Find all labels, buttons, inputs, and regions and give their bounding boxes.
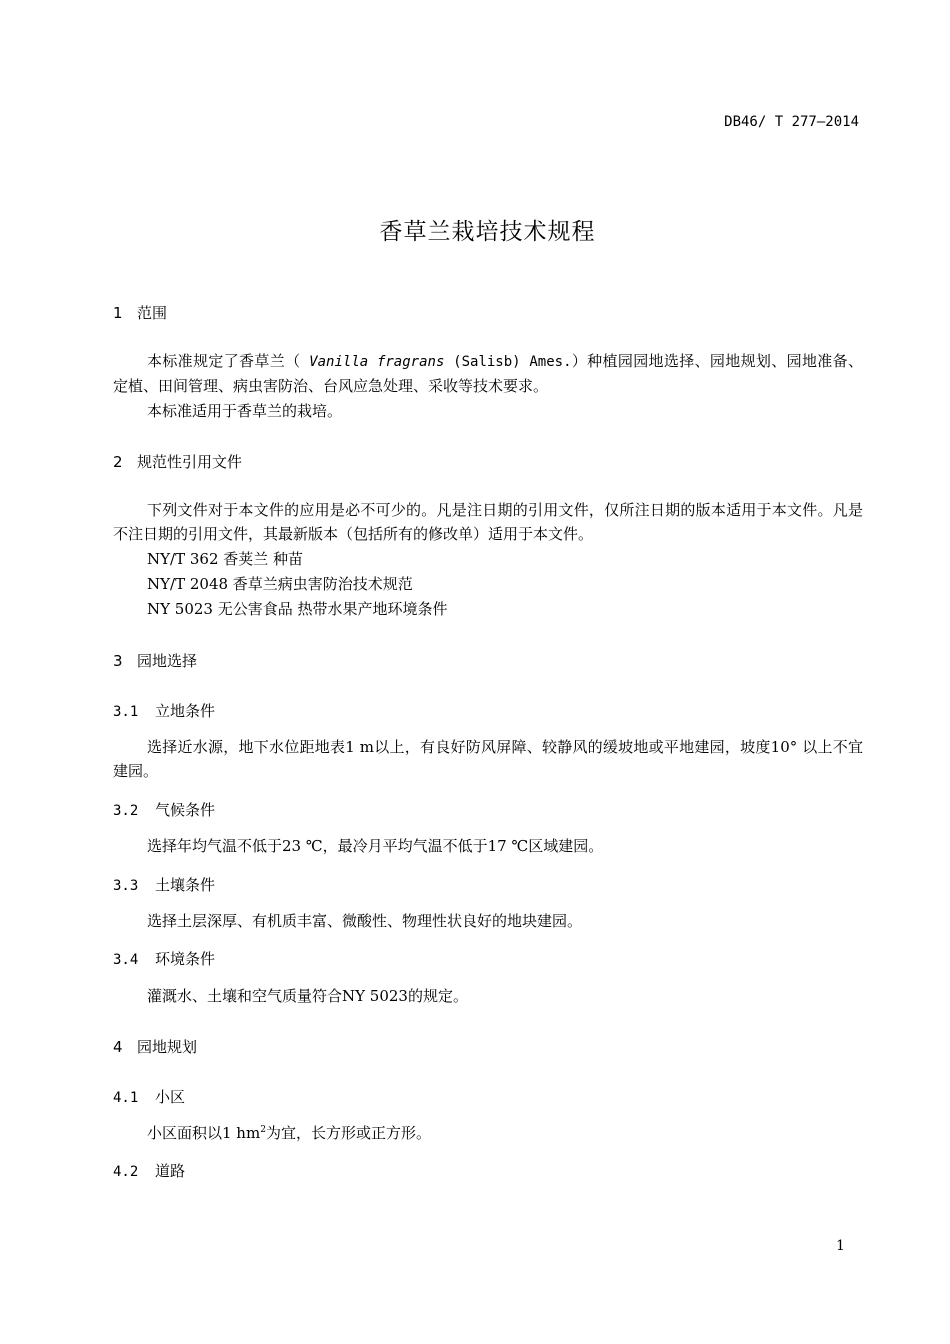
section-number: 3	[113, 652, 123, 670]
subsection-3-4-heading: 3.4 环境条件	[113, 950, 216, 968]
document-code: DB46/ T 277—2014	[724, 114, 859, 130]
section-title: 规范性引用文件	[137, 453, 243, 471]
page-title: 香草兰栽培技术规程	[379, 219, 596, 245]
scope-applicability: 本标准适用于香草兰的栽培。	[147, 402, 343, 420]
reference-item: NY/T 2048 香草兰病虫害防治技术规范	[147, 575, 413, 593]
section-1-heading	[113, 302, 167, 323]
subsection-3-3-text: 选择土层深厚、有机质丰富、微酸性、物理性状良好的地块建园。	[147, 912, 583, 930]
reference-item: NY 5023 无公害食品 热带水果产地环境条件	[147, 600, 448, 618]
reference-item: NY/T 362 香荚兰 种苗	[147, 550, 304, 568]
subsection-3-3-heading: 3.3 土壤条件	[113, 876, 216, 894]
section-4-heading	[113, 1036, 197, 1057]
subsection-3-2-text: 选择年均气温不低于23 ℃，最冷月平均气温不低于17 ℃区域建园。	[147, 837, 604, 855]
subsection-3-1-text: 选择近水源，地下水位距地表1 m以上，有良好防风屏障、较静风的缓坡地或平地建园，坡度10° 以上不宜建园。	[113, 738, 863, 780]
subsection-3-2-heading: 3.2 气候条件	[113, 801, 216, 819]
section-title: 范围	[137, 304, 168, 322]
normative-references-intro: 下列文件对于本文件的应用是必不可少的。凡是注日期的引用文件，仅所注日期的版本适用于本文件。凡是不注日期的引用文件，其最新版本（包括所有的修改单）适用于本文件。	[113, 501, 863, 543]
section-title: 园地选择	[137, 652, 198, 670]
section-number: 1	[113, 304, 123, 322]
section-number: 4	[113, 1038, 123, 1056]
subsection-3-1-heading: 3.1 立地条件	[113, 702, 216, 720]
subsection-3-4-text: 灌溉水、土壤和空气质量符合NY 5023的规定。	[147, 987, 468, 1005]
latin-name: Vanilla fragrans	[300, 354, 454, 370]
section-2-heading	[113, 451, 242, 472]
section-number: 2	[113, 453, 123, 471]
subsection-4-1-text: 小区面积以1 $hm^2$为宜，长方形或正方形。	[147, 1124, 431, 1142]
section-3-heading	[113, 650, 197, 671]
section-title: 园地规划	[137, 1038, 198, 1056]
page-number: 1	[836, 1238, 845, 1254]
subsection-4-2-heading: 4.2 道路	[113, 1162, 186, 1180]
scope-paragraph: 本标准规定了香草兰（ Vanilla fragrans (Salisb) Ames.）种植园园地选择、园地规划、园地准备、定植、田间管理、病虫害防治、台风应急处理、采收等技术要求。	[113, 352, 863, 395]
subsection-4-1-heading: 4.1 小区	[113, 1088, 186, 1106]
